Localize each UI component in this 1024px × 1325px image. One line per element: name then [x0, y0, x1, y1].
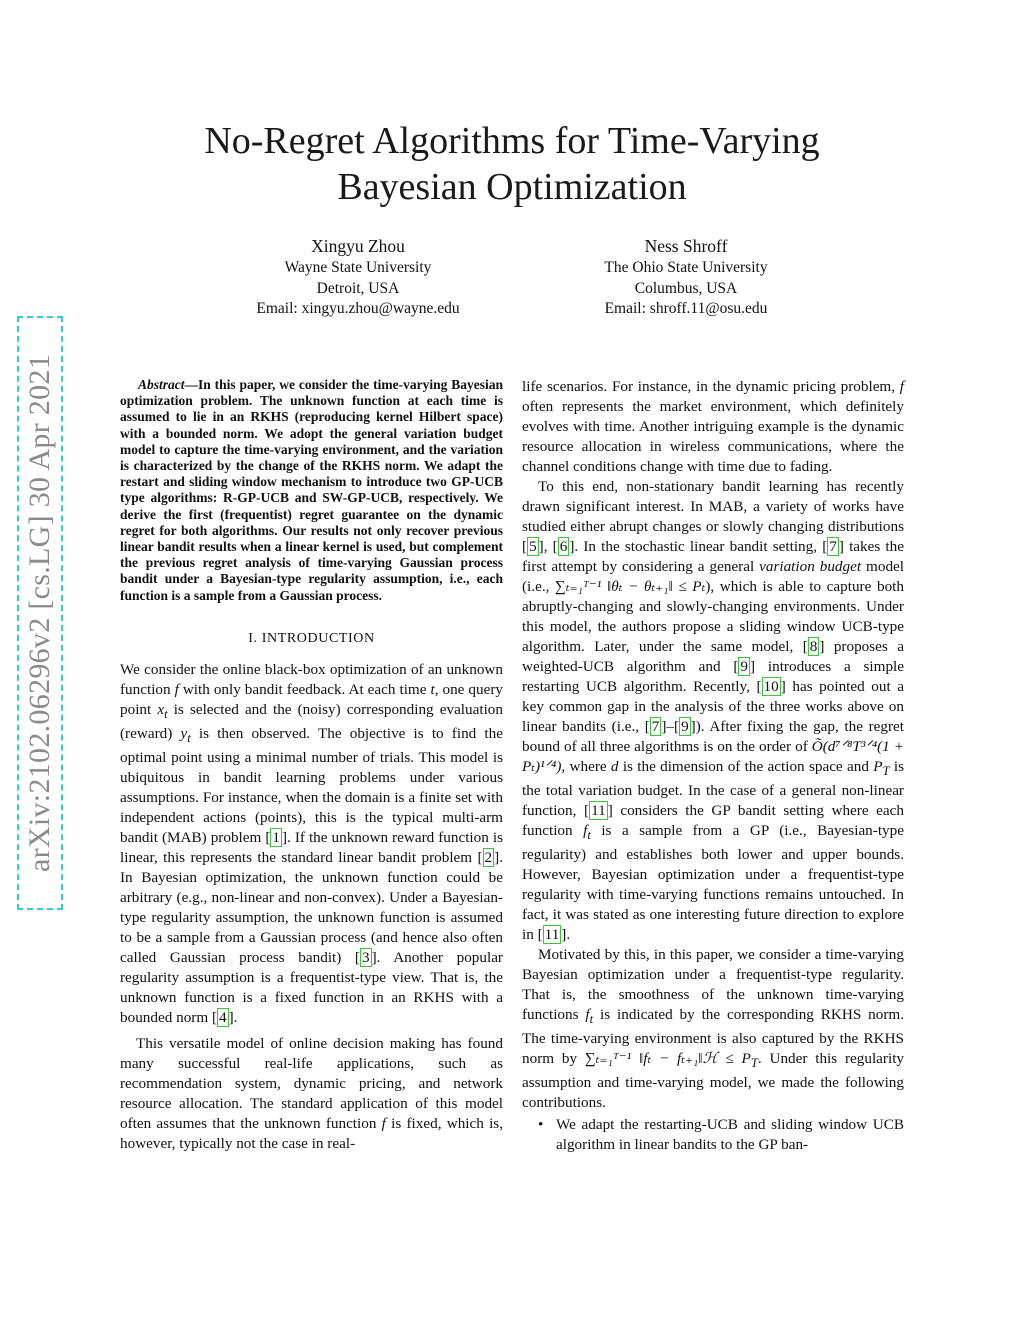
- abstract: [120, 377, 503, 604]
- bullet-marker: •: [538, 1116, 544, 1134]
- math-P-T: $P_T$: [873, 758, 890, 779]
- title-line-2: Bayesian Optimization: [337, 166, 687, 208]
- section-title: INTRODUCTION: [261, 630, 375, 646]
- author-affiliation: Wayne State University: [284, 259, 432, 276]
- citation-link[interactable]: 8: [809, 638, 818, 655]
- citation-link[interactable]: 3: [362, 948, 370, 966]
- author-email: Email: xingyu.zhou@wayne.edu: [256, 300, 460, 317]
- citation-link[interactable]: 11: [544, 926, 560, 944]
- math-P-T: $P_T$: [741, 1050, 758, 1071]
- author-block: [536, 234, 836, 320]
- author-location: Columbus, USA: [634, 279, 738, 297]
- math-d: d: [610, 758, 619, 775]
- math-f: f: [174, 680, 179, 698]
- intro-paragraph-3: To this end, non-stationary bandit learning has recently drawn significant interest. In MAB, a variety of works have studied either abrupt changes or slowly changing distributions [ 5 ], [ 6 ]. In the stochastic linear bandit setting, [ 7 ] takes the first attempt by considering a general variation budget model (i.e., ∑ₜ₌₁ᵀ⁻¹ ‖θₜ − θₜ₊₁‖ ≤ Pₜ), which is able to capture both abruptly-changing and slowly-changing environments. Under this model, the authors propose a sliding window UCB-type algorithm. Later, under the same model, [ 8 ] proposes a weighted-UCB algorithm and [ 9 ] introduces a simple restarting UCB algorithm. Recently, [ 10 ] has pointed out a key common gap in the analysis of the three works above on linear bandits (i.e., [ 7 ]–[ 9 ]). After fixing the gap, the regret bound of all three algorithms is on the order of Õ(d⁷ᐟ⁸T³ᐟ⁴(1 + Pₜ)¹ᐟ⁴), where d is the dimension of the action space and $P_T$ is the total variation budget. In the case of a general non-linear function, [ 11 ] considers the GP bandit setting where each function $f_t$ is a sample from a GP (i.e., Bayesian-type regularity) and establishes both lower and upper bounds. However, Bayesian optimization under a frequentist-type regularity with time-varying functions remains untouched. In fact, it was stated as one interesting future direction to explore in [ 11 ].: [522, 478, 905, 944]
- variation-budget-term: variation budget: [759, 558, 862, 575]
- author-block: [208, 234, 508, 320]
- intro-paragraph-4: Motivated by this, in this paper, we consider a time-varying Bayesian optimization under a frequentist-type regularity. That is, the smoothness of the unknown time-varying functions $f_t$ is indicated by the corresponding RKHS norm. The time-varying environment is also captured by the RKHS norm by ∑ₜ₌₁ᵀ⁻¹ ‖fₜ − fₜ₊₁‖ℋ ≤ $P_T$. Under this regularity assumption and time-varying model, we made the following contributions.: [522, 946, 905, 1112]
- arxiv-stamp: [17, 316, 63, 910]
- citation-link[interactable]: 9: [740, 658, 749, 675]
- citation-link[interactable]: 10: [763, 678, 779, 695]
- author-location: Detroit, USA: [316, 279, 400, 297]
- intro-paragraph-1: We consider the online black-box optimization of an unknown function f with only bandit feedback. At each time t, one query point $x_t$ is selected and the (noisy) corresponding evaluation (reward) $y_t$ is then observed. The objective is to find the optimal point using a minimal number of trials. This model is ubiquitous in bandit learning problems under various assumptions. For instance, when the domain is a finite set with independent actions (points), this is the typical multi-arm bandit (MAB) problem [ 1 ]. If the unknown reward function is linear, this represents the standard linear bandit problem [ 2 ]. In Bayesian optimization, the unknown function could be arbitrary (e.g., non-linear and non-convex). Under a Bayesian-type regularity assumption, the unknown function is assumed to be a sample from a Gaussian process (and hence also often called Gaussian process bandit) [ 3 ]. Another popular regularity assumption is a frequentist-type view. That is, the unknown function is a fixed function in an RKHS with a bounded norm [ 4 ].: [120, 660, 503, 1026]
- right-column: [522, 377, 904, 1155]
- author-email: Email: shroff.11@osu.edu: [604, 300, 768, 317]
- citation-link[interactable]: 1: [272, 828, 280, 846]
- left-column: [120, 377, 503, 1154]
- regret-order-formula: Õ(d⁷ᐟ⁸T³ᐟ⁴(1 + Pₜ)¹ᐟ⁴): [522, 738, 905, 775]
- citation-link[interactable]: 2: [484, 848, 493, 866]
- citation-link[interactable]: 7: [829, 538, 837, 555]
- math-f: f: [899, 378, 904, 395]
- contributions-list: [522, 1115, 904, 1155]
- author-affiliation: The Ohio State University: [604, 259, 768, 276]
- math-f-t: $f_t$: [585, 1006, 594, 1027]
- abstract-label: Abstract: [138, 377, 185, 392]
- intro-paragraph-2-continued: life scenarios. For instance, in the dynamic pricing problem, f often represents the market environment, which definitely evolves with time. Another intriguing example is the dynamic resource allocation in wireless communications, where the channel conditions change with time due to fading.: [522, 378, 904, 475]
- list-item: [522, 1115, 904, 1155]
- title-line-1: No-Regret Algorithms for Time-Varying: [204, 120, 820, 162]
- arxiv-identifier: arXiv:2102.06296v2 [cs.LG] 30 Apr 2021: [23, 353, 56, 873]
- paper-title: [120, 118, 904, 210]
- bullet-text: We adapt the restarting-UCB and sliding window UCB algorithm in linear bandits to the GP ban-: [556, 1116, 904, 1154]
- abstract-text: —In this paper, we consider the time-varying Bayesian optimization problem. The unknown function at each time is assumed to lie in an RKHS (reproducing kernel Hilbert space) with a bounded norm. We adopt the general variation budget model to capture the time-varying environment, and the variation is characterized by the change of the RKHS norm. We adapt the restart and sliding window mechanism to introduce two GP-UCB type algorithms: R-GP-UCB and SW-GP-UCB, respectively. We derive the first (frequentist) regret guarantee on the dynamic regret for both algorithms. Our results not only recover previous linear bandit results when a linear kernel is used, but complement the previous regret analysis of time-varying Gaussian process bandit under a Bayesian-type regularity assumption, i.e., each function is a sample from a Gaussian process.: [120, 377, 503, 603]
- math-f-t: $f_t$: [583, 822, 591, 843]
- section-heading: [120, 629, 503, 649]
- citation-link[interactable]: 6: [559, 538, 568, 555]
- rkhs-variation-formula: ∑ₜ₌₁ᵀ⁻¹ ‖fₜ − fₜ₊₁‖ℋ ≤: [584, 1050, 734, 1068]
- variation-budget-formula: ∑ₜ₌₁ᵀ⁻¹ ‖θₜ − θₜ₊₁‖ ≤ Pₜ: [555, 578, 706, 595]
- citation-link[interactable]: 7: [651, 718, 660, 735]
- citation-link[interactable]: 9: [681, 718, 689, 735]
- math-x-t: $x_t$: [157, 700, 168, 721]
- math-f: f: [381, 1114, 386, 1132]
- intro-paragraph-2: This versatile model of online decision making has found many successful real-life applications, such as recommendation system, dynamic pricing, and network resource allocation. The standard application of this model often assumes that the unknown function f is fixed, which is, however, typically not the case in real-: [120, 1034, 503, 1152]
- section-number: I.: [248, 630, 258, 646]
- citation-link[interactable]: 11: [591, 802, 606, 820]
- citation-link[interactable]: 4: [219, 1008, 227, 1026]
- citation-link[interactable]: 5: [529, 538, 537, 555]
- author-name: Xingyu Zhou: [311, 236, 405, 256]
- math-t: t: [430, 680, 435, 698]
- author-name: Ness Shroff: [644, 236, 728, 256]
- math-y-t: $y_t$: [180, 724, 191, 745]
